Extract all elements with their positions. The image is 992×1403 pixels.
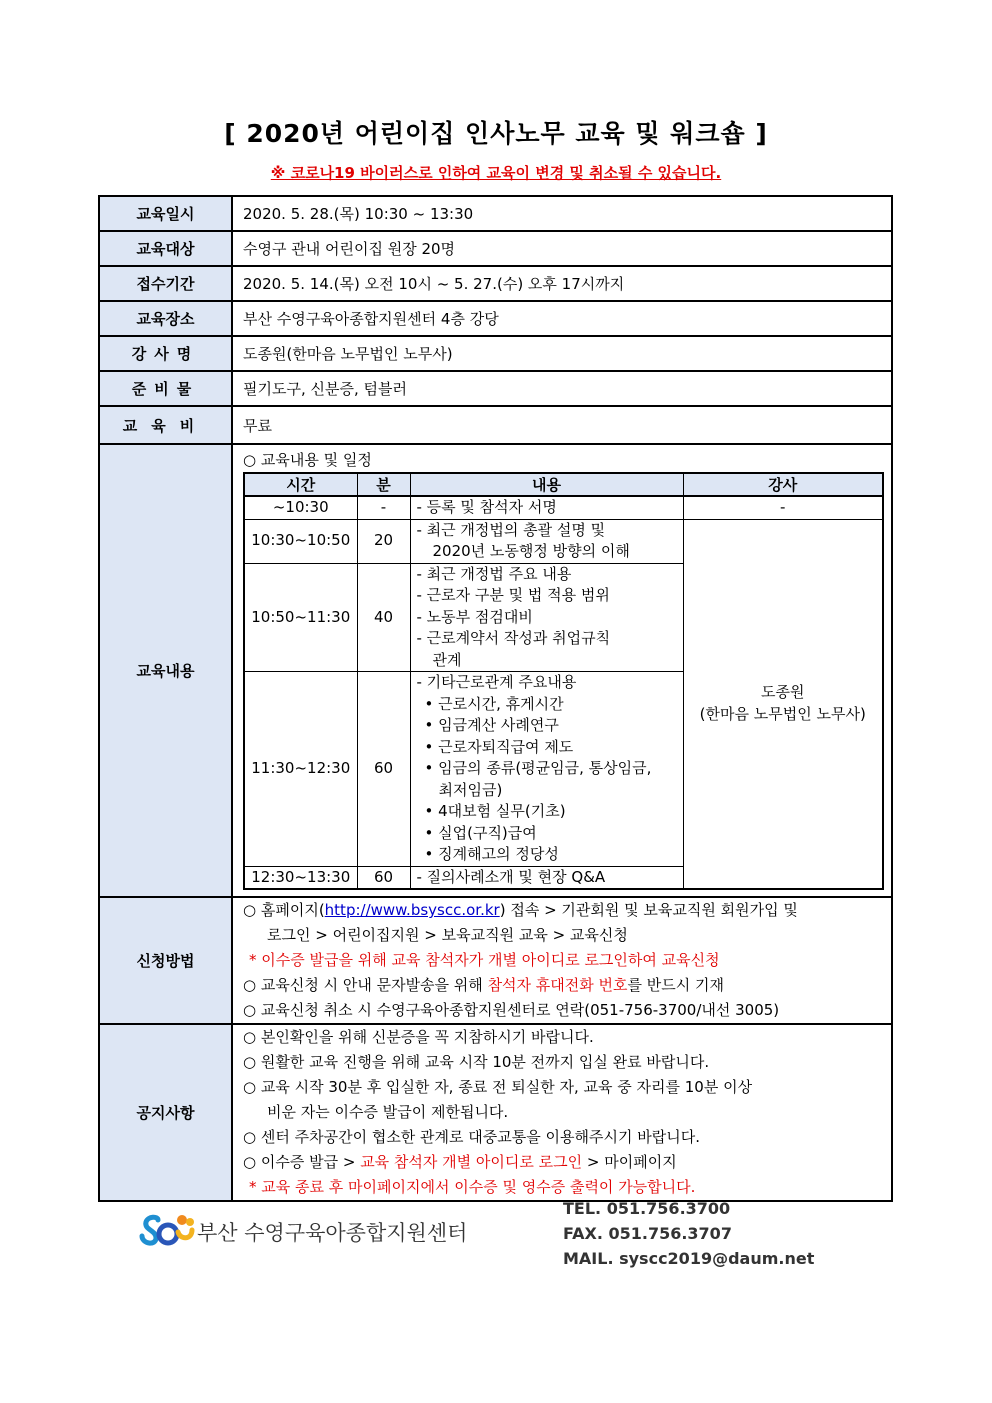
page-title: [ 2020년 어린이집 인사노무 교육 및 워크숍 ]: [224, 119, 768, 148]
content-line: • 실업(구직)급여: [424, 823, 537, 842]
info-row: [99, 406, 892, 444]
apply-row: [99, 897, 892, 1024]
notice-text: ○ 이수증 발급 >: [243, 1153, 361, 1171]
apply-text: 를 반드시 기재: [627, 976, 724, 994]
content-line: - 노동부 점검대비: [416, 607, 533, 626]
content-line: 최저임금): [438, 780, 503, 799]
row-content: [410, 563, 683, 672]
content-line: - 등록 및 참석자 서명: [416, 498, 557, 516]
notices-label: 공지사항: [99, 1024, 232, 1201]
info-row: [99, 196, 892, 231]
notices-cell: [232, 1024, 892, 1201]
info-label: 교육대상: [99, 231, 232, 266]
notice-line: [243, 1150, 883, 1175]
info-row: [99, 266, 892, 301]
content-line: - 최근 개정법의 총괄 설명 및: [416, 520, 606, 539]
tel: TEL. 051.756.3700: [563, 1199, 731, 1218]
mail: MAIL. syscc2019@daum.net: [563, 1249, 815, 1268]
header-time: 시간: [244, 473, 357, 496]
info-label: 교육일시: [99, 196, 232, 231]
info-value: 무료: [232, 406, 892, 444]
notice-line: * 교육 종료 후 마이페이지에서 이수증 및 영수증 출력이 가능합니다.: [249, 1178, 696, 1196]
row-time: 12:30~13:30: [244, 866, 357, 889]
row-time: ~10:30: [244, 496, 357, 519]
content-line: • 임금의 종류(평균임금, 통상임금,: [424, 759, 652, 777]
apply-label: 신청방법: [99, 897, 232, 1024]
notice-line: 비운 자는 이수증 발급이 제한됩니다.: [267, 1103, 509, 1121]
content-line: • 징계해고의 정당성: [424, 845, 559, 863]
info-value: 필기도구, 신분증, 텀블러: [232, 371, 892, 406]
notice-text: > 마이페이지: [582, 1153, 677, 1171]
schedule-table: [243, 472, 884, 890]
apply-line: * 이수증 발급을 위해 교육 참석자가 개별 아이디로 로그인하여 교육신청: [249, 951, 720, 969]
info-label: 준비물: [99, 371, 232, 406]
notice-line: ○ 센터 주차공간이 협소한 관계로 대중교통을 이용해주시기 바랍니다.: [243, 1128, 700, 1146]
content-label: 교육내용: [99, 444, 232, 897]
content-line: - 최근 개정법 주요 내용: [416, 564, 572, 583]
row-content: [410, 866, 683, 889]
content-line: - 질의사례소개 및 현장 Q&A: [416, 867, 606, 886]
row-min: -: [357, 496, 410, 519]
notice-text-red: 교육 참석자 개별 아이디로 로그인: [360, 1153, 583, 1171]
apply-text: ○ 홈페이지(: [243, 901, 325, 919]
row-min: 40: [357, 563, 410, 672]
row-min: 60: [357, 672, 410, 867]
contact-block: [563, 1196, 814, 1271]
row-min: 20: [357, 519, 410, 563]
info-label: 교육장소: [99, 301, 232, 336]
info-label: 강사명: [99, 336, 232, 371]
info-row: [99, 301, 892, 336]
apply-text: ○ 교육신청 시 안내 문자발송을 위해: [243, 976, 488, 994]
info-table: [98, 195, 893, 1202]
info-row: [99, 336, 892, 371]
content-line: • 임금계산 사례연구: [424, 716, 559, 734]
notice-line: ○ 원활한 교육 진행을 위해 교육 시작 10분 전까지 입실 완료 바랍니다.: [243, 1053, 710, 1071]
covid-notice: ※ 코로나19 바이러스로 인하여 교육이 변경 및 취소될 수 있습니다.: [270, 164, 722, 182]
instructor-cell: [683, 519, 883, 889]
content-row: [99, 444, 892, 897]
content-line: - 근로자 구분 및 법 적용 범위: [416, 586, 610, 604]
row-time: 10:50~11:30: [244, 563, 357, 672]
content-line: • 근로시간, 휴게시간: [424, 694, 564, 713]
schedule-row: [244, 496, 883, 519]
apply-line: [243, 973, 883, 998]
content-line: 관계: [432, 650, 462, 669]
row-time: 10:30~10:50: [244, 519, 357, 563]
row-instructor: -: [683, 496, 883, 519]
content-line: - 근로계약서 작성과 취업규칙: [416, 629, 611, 647]
homepage-link[interactable]: http://www.bsyscc.or.kr: [324, 901, 500, 919]
apply-text-red: 참석자 휴대전화 번호: [487, 976, 628, 994]
apply-line: [243, 898, 883, 923]
notice-line: ○ 교육 시작 30분 후 입실한 자, 종료 전 퇴실한 자, 교육 중 자리를 10분 이상: [243, 1078, 753, 1096]
notices-row: [99, 1024, 892, 1201]
info-value: 부산 수영구육아종합지원센터 4층 강당: [232, 301, 892, 336]
info-value: 2020. 5. 28.(목) 10:30 ~ 13:30: [232, 196, 892, 231]
apply-text: ) 접속 > 기관회원 및 보육교직원 회원가입 및: [499, 901, 798, 919]
header-content: 내용: [410, 473, 683, 496]
apply-line: 로그인 > 어린이집지원 > 보육교직원 교육 > 교육신청: [267, 926, 628, 944]
row-content: [410, 496, 683, 519]
row-time: 11:30~12:30: [244, 672, 357, 867]
info-row: [99, 371, 892, 406]
apply-line: ○ 교육신청 취소 시 수영구육아종합지원센터로 연락(051-756-3700/내선 3005): [243, 1001, 780, 1019]
content-line: 2020년 노동행정 방향의 이해: [432, 542, 630, 560]
row-content: [410, 672, 683, 867]
info-value: 2020. 5. 14.(목) 오전 10시 ~ 5. 27.(수) 오후 17시까지: [232, 266, 892, 301]
schedule-heading: ○ 교육내용 및 일정: [243, 451, 372, 469]
apply-cell: [232, 897, 892, 1024]
content-line: • 근로자퇴직급여 제도: [424, 737, 574, 756]
content-line: • 4대보험 실무(기초): [424, 802, 566, 820]
row-min: 60: [357, 866, 410, 889]
info-value: 도종원(한마음 노무법인 노무사): [232, 336, 892, 371]
header-min: 분: [357, 473, 410, 496]
content-cell: [232, 444, 892, 897]
info-label: 교육비: [99, 406, 232, 444]
instructor-org: (한마음 노무법인 노무사): [699, 704, 866, 723]
info-label: 접수기간: [99, 266, 232, 301]
instructor-name: 도종원: [761, 683, 805, 702]
schedule-row: [244, 519, 883, 563]
fax: FAX. 051.756.3707: [563, 1224, 732, 1243]
content-line: - 기타근로관계 주요내용: [416, 673, 577, 691]
center-name: 부산 수영구육아종합지원센터: [197, 1221, 468, 1245]
row-content: [410, 519, 683, 563]
info-value: 수영구 관내 어린이집 원장 20명: [232, 231, 892, 266]
header-instructor: 강사: [683, 473, 883, 496]
info-row: [99, 231, 892, 266]
center-logo-icon: [138, 1210, 196, 1250]
notice-line: ○ 본인확인을 위해 신분증을 꼭 지참하시기 바랍니다.: [243, 1028, 594, 1046]
